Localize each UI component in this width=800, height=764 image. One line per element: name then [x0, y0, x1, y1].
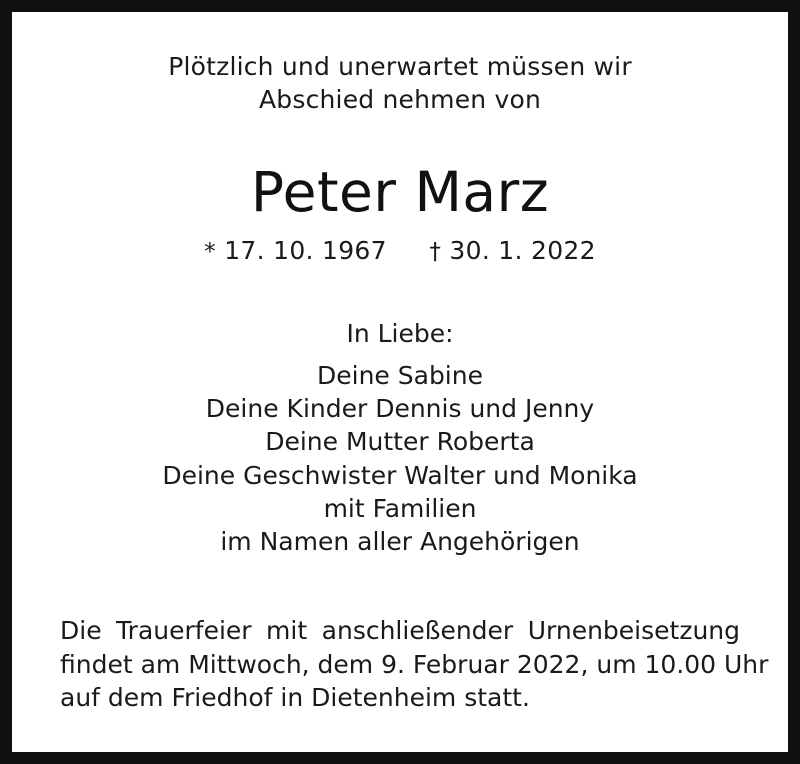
in-love-label: In Liebe:: [346, 318, 454, 348]
family-line: Deine Sabine: [317, 360, 483, 390]
death-date: 30. 1. 2022: [449, 235, 596, 265]
family-line: Deine Geschwister Walter und Monika: [162, 460, 638, 490]
deceased-name: Peter Marz: [250, 160, 550, 224]
obituary-content: [12, 12, 788, 752]
family-line: im Namen aller Angehörigen: [220, 527, 580, 556]
death-symbol: †: [429, 238, 442, 265]
family-list: [60, 359, 740, 559]
obituary-card: [12, 12, 788, 752]
intro-line-2: Abschied nehmen von: [258, 85, 542, 114]
life-dates: [60, 236, 740, 265]
birth-symbol: *: [204, 238, 216, 265]
birth-date: 17. 10. 1967: [224, 235, 387, 265]
family-line: mit Familien: [323, 493, 477, 523]
intro-text: [60, 50, 740, 116]
family-line: Deine Mutter Roberta: [265, 427, 535, 457]
family-line: Deine Kinder Dennis und Jenny: [205, 394, 595, 423]
ceremony-line-2: findet am Mittwoch, dem 9. Februar 2022, um 10.00 Uhr: [60, 649, 769, 679]
ceremony-line-1: Die Trauerfeier mit anschließender Urnenbeisetzung: [60, 616, 740, 646]
intro-line-1: Plötzlich und unerwartet müssen wir: [168, 52, 632, 81]
ceremony-details: [60, 614, 769, 714]
ceremony-line-3: auf dem Friedhof in Dietenheim statt.: [60, 682, 530, 712]
